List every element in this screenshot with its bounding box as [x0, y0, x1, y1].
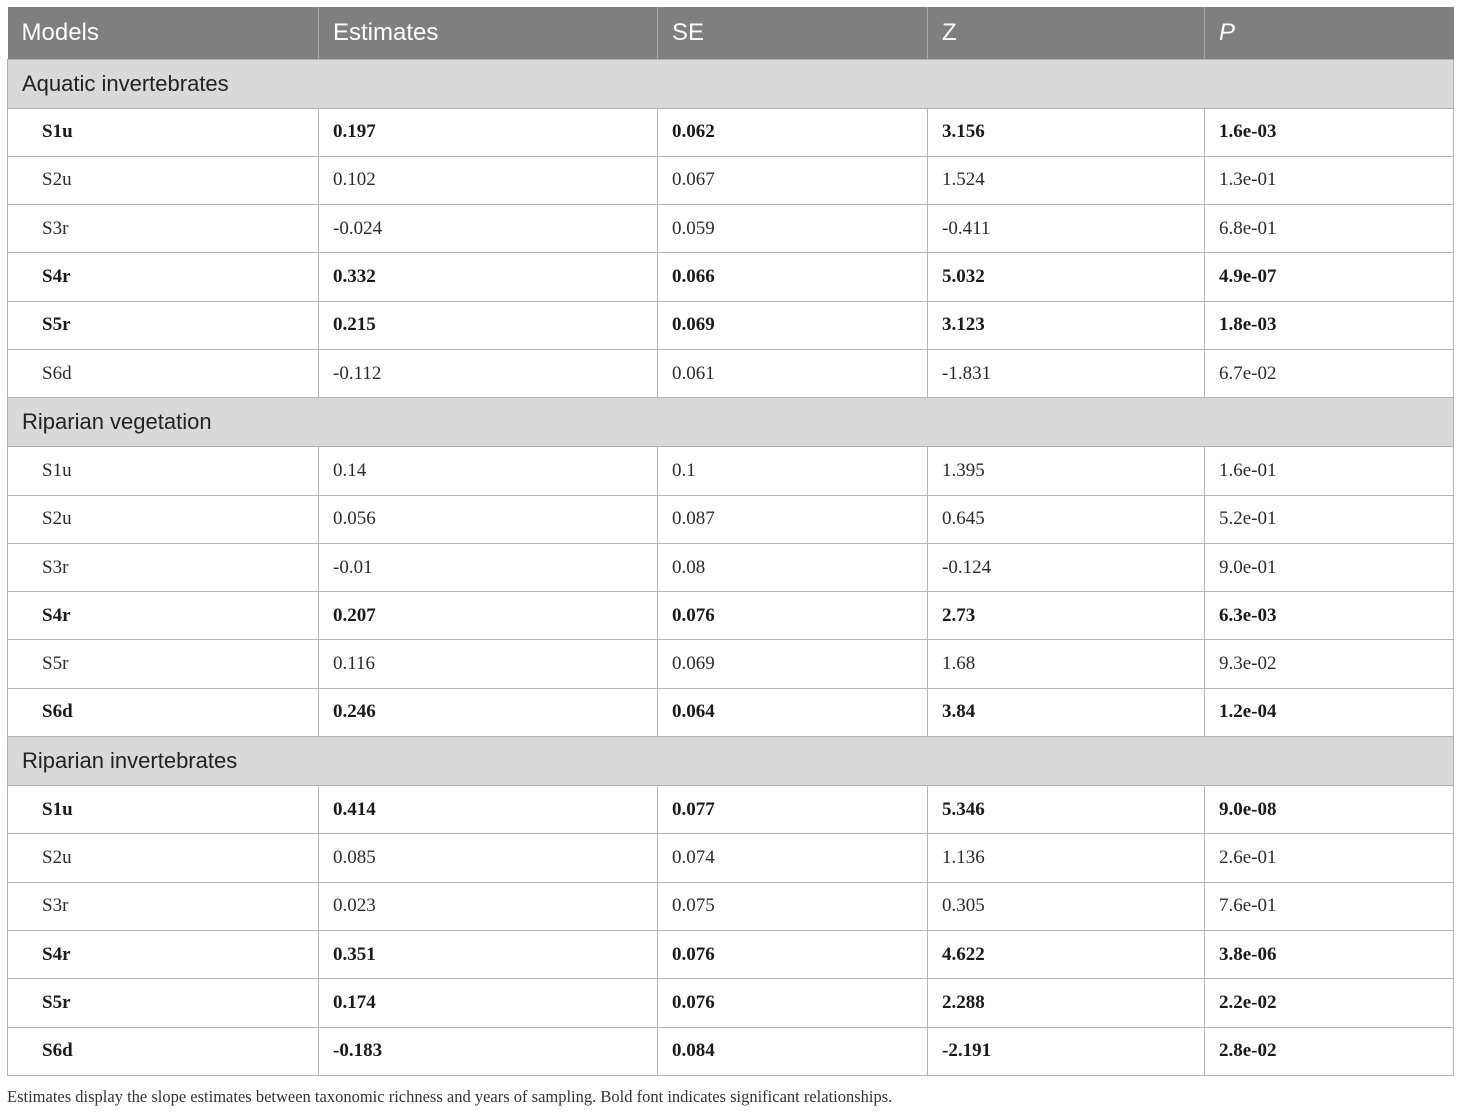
cell-estimate: 0.056	[319, 495, 658, 543]
table-row	[8, 253, 1454, 301]
cell-se: 0.059	[658, 205, 928, 253]
cell-model: S4r	[8, 253, 319, 301]
table-footnote: Estimates display the slope estimates between taxonomic richness and years of sampling. Bold font indicates significant relationships.	[7, 1087, 893, 1106]
header-se: SE	[658, 7, 928, 59]
cell-model: S2u	[8, 834, 319, 882]
cell-p: 1.6e-01	[1205, 447, 1454, 495]
cell-p: 4.9e-07	[1205, 253, 1454, 301]
table-row	[8, 349, 1454, 397]
table-row	[8, 447, 1454, 495]
section-title: Aquatic invertebrates	[8, 59, 1454, 108]
cell-model: S6d	[8, 1027, 319, 1075]
cell-estimate: 0.085	[319, 834, 658, 882]
cell-se: 0.1	[658, 447, 928, 495]
table-row	[8, 205, 1454, 253]
cell-estimate: 0.197	[319, 108, 658, 156]
cell-z: 0.305	[928, 882, 1205, 930]
cell-model: S2u	[8, 156, 319, 204]
cell-se: 0.076	[658, 592, 928, 640]
cell-z: 1.524	[928, 156, 1205, 204]
cell-estimate: 0.246	[319, 688, 658, 736]
cell-z: 4.622	[928, 930, 1205, 978]
cell-estimate: -0.024	[319, 205, 658, 253]
cell-p: 9.0e-01	[1205, 543, 1454, 591]
cell-se: 0.069	[658, 640, 928, 688]
header-estimates: Estimates	[319, 7, 658, 59]
header-z: Z	[928, 7, 1205, 59]
section-title: Riparian invertebrates	[8, 737, 1454, 786]
cell-p: 3.8e-06	[1205, 930, 1454, 978]
cell-p: 1.2e-04	[1205, 688, 1454, 736]
cell-se: 0.084	[658, 1027, 928, 1075]
table-row	[8, 640, 1454, 688]
cell-model: S5r	[8, 640, 319, 688]
cell-se: 0.077	[658, 786, 928, 834]
cell-z: -1.831	[928, 349, 1205, 397]
cell-estimate: 0.215	[319, 301, 658, 349]
cell-se: 0.075	[658, 882, 928, 930]
section-title: Riparian vegetation	[8, 398, 1454, 447]
cell-estimate: -0.01	[319, 543, 658, 591]
table-header	[8, 7, 1454, 59]
cell-estimate: 0.414	[319, 786, 658, 834]
cell-p: 2.2e-02	[1205, 979, 1454, 1027]
cell-se: 0.062	[658, 108, 928, 156]
cell-p: 6.3e-03	[1205, 592, 1454, 640]
cell-z: 2.73	[928, 592, 1205, 640]
cell-se: 0.064	[658, 688, 928, 736]
cell-model: S5r	[8, 301, 319, 349]
cell-se: 0.067	[658, 156, 928, 204]
cell-p: 1.6e-03	[1205, 108, 1454, 156]
cell-z: 1.395	[928, 447, 1205, 495]
cell-z: 5.032	[928, 253, 1205, 301]
cell-model: S3r	[8, 543, 319, 591]
section-row	[8, 398, 1454, 447]
cell-model: S6d	[8, 349, 319, 397]
table-row	[8, 834, 1454, 882]
cell-se: 0.087	[658, 495, 928, 543]
header-p: P	[1205, 7, 1454, 59]
cell-se: 0.076	[658, 930, 928, 978]
cell-model: S2u	[8, 495, 319, 543]
cell-z: 3.84	[928, 688, 1205, 736]
table-row	[8, 156, 1454, 204]
cell-estimate: 0.174	[319, 979, 658, 1027]
cell-p: 6.8e-01	[1205, 205, 1454, 253]
cell-p: 1.3e-01	[1205, 156, 1454, 204]
cell-se: 0.074	[658, 834, 928, 882]
cell-model: S5r	[8, 979, 319, 1027]
cell-p: 2.8e-02	[1205, 1027, 1454, 1075]
cell-estimate: -0.183	[319, 1027, 658, 1075]
cell-z: -0.124	[928, 543, 1205, 591]
table-row	[8, 108, 1454, 156]
section-row	[8, 59, 1454, 108]
table-row	[8, 592, 1454, 640]
section-row	[8, 737, 1454, 786]
results-table	[7, 7, 1454, 1076]
cell-se: 0.076	[658, 979, 928, 1027]
cell-z: 0.645	[928, 495, 1205, 543]
cell-model: S1u	[8, 447, 319, 495]
cell-model: S6d	[8, 688, 319, 736]
cell-estimate: 0.023	[319, 882, 658, 930]
header-models: Models	[8, 7, 319, 59]
cell-estimate: 0.116	[319, 640, 658, 688]
cell-estimate: 0.351	[319, 930, 658, 978]
cell-estimate: 0.102	[319, 156, 658, 204]
cell-model: S4r	[8, 930, 319, 978]
cell-z: -2.191	[928, 1027, 1205, 1075]
cell-estimate: 0.332	[319, 253, 658, 301]
cell-p: 1.8e-03	[1205, 301, 1454, 349]
cell-z: 3.156	[928, 108, 1205, 156]
cell-p: 9.0e-08	[1205, 786, 1454, 834]
cell-p: 2.6e-01	[1205, 834, 1454, 882]
cell-se: 0.061	[658, 349, 928, 397]
table-row	[8, 688, 1454, 736]
cell-estimate: -0.112	[319, 349, 658, 397]
table-row	[8, 979, 1454, 1027]
cell-model: S1u	[8, 108, 319, 156]
cell-z: 5.346	[928, 786, 1205, 834]
cell-estimate: 0.14	[319, 447, 658, 495]
cell-se: 0.066	[658, 253, 928, 301]
cell-z: 1.136	[928, 834, 1205, 882]
cell-z: 2.288	[928, 979, 1205, 1027]
cell-model: S1u	[8, 786, 319, 834]
table-row	[8, 301, 1454, 349]
results-table-container	[7, 7, 1453, 1076]
table-row	[8, 495, 1454, 543]
cell-model: S3r	[8, 882, 319, 930]
cell-p: 7.6e-01	[1205, 882, 1454, 930]
cell-z: 1.68	[928, 640, 1205, 688]
header-row	[8, 7, 1454, 59]
cell-p: 5.2e-01	[1205, 495, 1454, 543]
table-row	[8, 882, 1454, 930]
table-row	[8, 543, 1454, 591]
cell-se: 0.069	[658, 301, 928, 349]
table-row	[8, 930, 1454, 978]
table-body	[8, 59, 1454, 1075]
cell-p: 6.7e-02	[1205, 349, 1454, 397]
cell-z: 3.123	[928, 301, 1205, 349]
cell-model: S3r	[8, 205, 319, 253]
table-row	[8, 786, 1454, 834]
table-row	[8, 1027, 1454, 1075]
cell-p: 9.3e-02	[1205, 640, 1454, 688]
cell-model: S4r	[8, 592, 319, 640]
cell-z: -0.411	[928, 205, 1205, 253]
cell-estimate: 0.207	[319, 592, 658, 640]
cell-se: 0.08	[658, 543, 928, 591]
